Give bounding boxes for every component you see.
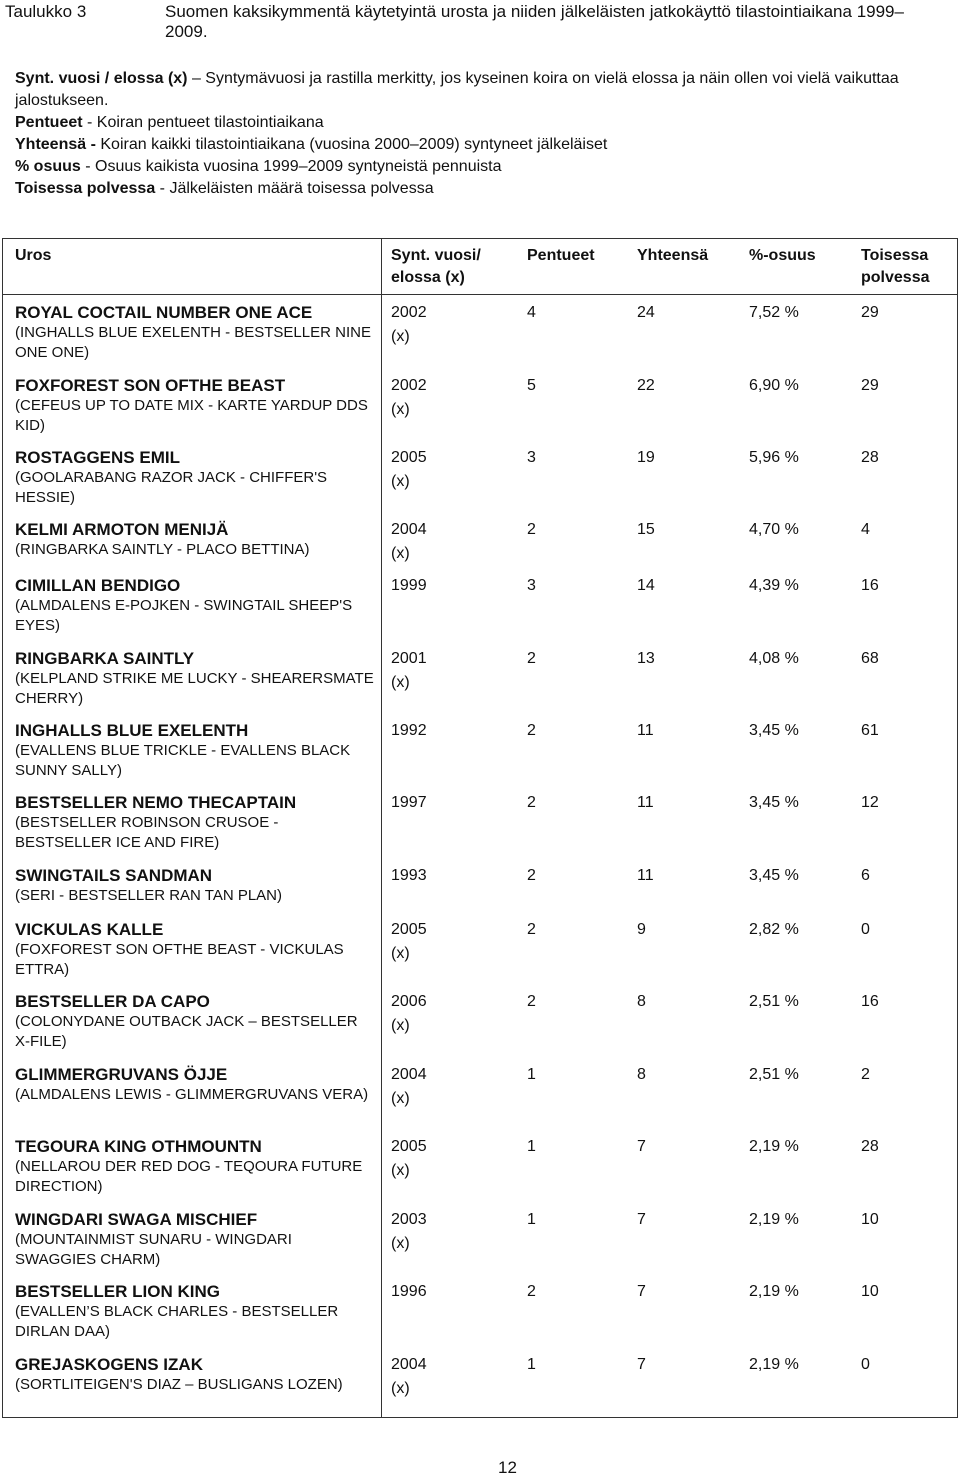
birth-year: 2003 (391, 1211, 427, 1228)
offspring-total: 24 (637, 304, 655, 321)
note-term: Toisessa polvessa (15, 180, 156, 197)
note-text: – Syntymävuosi ja rastilla merkitty, jos kyseinen koira on vielä elossa ja näin ollen voi vielä vaikuttaa jalostukseen. (15, 70, 899, 109)
sire-parents: (ALMDALENS LEWIS - GLIMMERGRUVANS VERA) (15, 1086, 369, 1103)
birth-year: 2002 (391, 377, 427, 394)
note-term: % osuus (15, 158, 81, 175)
birth-year: 1992 (391, 722, 427, 739)
alive-mark: (x) (391, 1235, 410, 1252)
litters-count: 2 (527, 867, 536, 884)
sire-parents: (SORTLITEIGEN'S DIAZ – BUSLIGANS LOZEN) (15, 1376, 343, 1393)
litters-count: 2 (527, 650, 536, 667)
litters-count: 2 (527, 794, 536, 811)
share-percent: 6,90 % (749, 377, 799, 394)
litters-count: 1 (527, 1211, 536, 1228)
second-generation-count: 16 (861, 993, 879, 1010)
share-percent: 2,19 % (749, 1283, 799, 1300)
birth-year: 2004 (391, 1356, 427, 1373)
sire-name: WINGDARI SWAGA MISCHIEF (15, 1210, 258, 1229)
litters-count: 2 (527, 1283, 536, 1300)
second-generation-count: 29 (861, 377, 879, 394)
second-generation-count: 0 (861, 1356, 870, 1373)
alive-mark: (x) (391, 1380, 410, 1397)
sire-parents: (CEFEUS UP TO DATE MIX - KARTE YARDUP DDS KID) (15, 397, 368, 434)
sires-table (2, 238, 958, 1418)
offspring-total: 15 (637, 521, 655, 538)
note-term: Synt. vuosi / elossa (x) (15, 70, 188, 87)
share-percent: 7,52 % (749, 304, 799, 321)
alive-mark: (x) (391, 945, 410, 962)
birth-year: 1996 (391, 1283, 427, 1300)
header-total: Yhteensä (637, 247, 709, 264)
sire-parents: (BESTSELLER ROBINSON CRUSOE - BESTSELLER ICE AND FIRE) (15, 814, 279, 851)
share-percent: 3,45 % (749, 867, 799, 884)
offspring-total: 19 (637, 449, 655, 466)
sire-name: CIMILLAN BENDIGO (15, 576, 181, 595)
sire-parents: (KELPLAND STRIKE ME LUCKY - SHEARERSMATE CHERRY) (15, 670, 374, 707)
litters-count: 2 (527, 722, 536, 739)
offspring-total: 7 (637, 1211, 646, 1228)
offspring-total: 8 (637, 993, 646, 1010)
second-generation-count: 61 (861, 722, 879, 739)
share-percent: 2,51 % (749, 1066, 799, 1083)
second-generation-count: 12 (861, 794, 879, 811)
litters-count: 4 (527, 304, 536, 321)
second-generation-count: 4 (861, 521, 870, 538)
share-percent: 2,82 % (749, 921, 799, 938)
sire-name: SWINGTAILS SANDMAN (15, 866, 213, 885)
alive-mark: (x) (391, 1090, 410, 1107)
sire-parents: (MOUNTAINMIST SUNARU - WINGDARI SWAGGIES CHARM) (15, 1231, 292, 1268)
header-share: %-osuus (749, 247, 816, 264)
sire-name: BESTSELLER NEMO THECAPTAIN (15, 793, 297, 812)
second-generation-count: 6 (861, 867, 870, 884)
sire-name: VICKULAS KALLE (15, 920, 164, 939)
sire-name: TEGOURA KING OTHMOUNTN (15, 1137, 262, 1156)
share-percent: 4,70 % (749, 521, 799, 538)
offspring-total: 14 (637, 577, 655, 594)
share-percent: 2,19 % (749, 1356, 799, 1373)
litters-count: 2 (527, 521, 536, 538)
litters-count: 3 (527, 449, 536, 466)
share-percent: 2,51 % (749, 993, 799, 1010)
note-litters (15, 112, 955, 134)
share-percent: 4,39 % (749, 577, 799, 594)
table-header (3, 239, 957, 294)
birth-year: 2004 (391, 1066, 427, 1083)
header-second-line1: Toisessa (861, 247, 929, 264)
sire-parents: (EVALLENS BLUE TRICKLE - EVALLENS BLACK SUNNY SALLY) (15, 742, 351, 779)
sire-name: GLIMMERGRUVANS ÖJJE (15, 1065, 228, 1084)
page-number: 12 (498, 1458, 517, 1477)
header-second-line2: polvessa (861, 269, 930, 286)
birth-year: 2005 (391, 1138, 427, 1155)
note-total (15, 134, 955, 156)
sire-name: ROSTAGGENS EMIL (15, 448, 180, 467)
litters-count: 1 (527, 1356, 536, 1373)
alive-mark: (x) (391, 1017, 410, 1034)
header-birth-year (391, 245, 481, 289)
second-generation-count: 0 (861, 921, 870, 938)
sire-name: KELMI ARMOTON MENIJÄ (15, 520, 229, 539)
second-generation-count: 10 (861, 1283, 879, 1300)
sire-parents: (COLONYDANE OUTBACK JACK – BESTSELLER X-FILE) (15, 1013, 358, 1050)
sire-parents: (FOXFOREST SON OFTHE BEAST - VICKULAS ETTRA) (15, 941, 344, 978)
sire-parents: (NELLAROU DER RED DOG - TEQOURA FUTURE DIRECTION) (15, 1158, 363, 1195)
sire-name: BESTSELLER DA CAPO (15, 992, 210, 1011)
birth-year: 1997 (391, 794, 427, 811)
sire-parents: (GOOLARABANG RAZOR JACK - CHIFFER'S HESSIE) (15, 469, 328, 506)
birth-year: 1993 (391, 867, 427, 884)
header-birth-year-line2: elossa (x) (391, 269, 465, 286)
note-birth-year (15, 68, 955, 112)
sire-parents: (EVALLEN’S BLACK CHARLES - BESTSELLER DIRLAN DAA) (15, 1303, 339, 1340)
header-separator (3, 294, 957, 295)
header-birth-year-line1: Synt. vuosi/ (391, 247, 481, 264)
offspring-total: 7 (637, 1138, 646, 1155)
sire-name: RINGBARKA SAINTLY (15, 649, 195, 668)
alive-mark: (x) (391, 545, 410, 562)
birth-year: 2001 (391, 650, 427, 667)
birth-year: 1999 (391, 577, 427, 594)
note-text: - Jälkeläisten määrä toisessa polvessa (155, 180, 434, 197)
offspring-total: 7 (637, 1356, 646, 1373)
second-generation-count: 28 (861, 449, 879, 466)
offspring-total: 22 (637, 377, 655, 394)
offspring-total: 11 (637, 867, 654, 884)
table-caption-title: Suomen kaksikymmentä käytetyintä urosta ja niiden jälkeläisten jatkokäyttö tilastointiaikana 1999–2009. (165, 2, 904, 41)
note-text: - Koiran pentueet tilastointiaikana (82, 114, 324, 131)
second-generation-count: 28 (861, 1138, 879, 1155)
birth-year: 2006 (391, 993, 427, 1010)
header-second-generation (861, 245, 929, 289)
note-text: Koiran kaikki tilastointiaikana (vuosina 2000–2009) syntyneet jälkeläiset (95, 136, 608, 153)
sire-name: FOXFOREST SON OFTHE BEAST (15, 376, 286, 395)
litters-count: 5 (527, 377, 536, 394)
sire-name: GREJASKOGENS IZAK (15, 1355, 203, 1374)
share-percent: 2,19 % (749, 1138, 799, 1155)
litters-count: 2 (527, 921, 536, 938)
note-text: - Osuus kaikista vuosina 1999–2009 syntyneistä pennuista (80, 158, 502, 175)
sire-name: BESTSELLER LION KING (15, 1282, 220, 1301)
note-second-generation (15, 178, 955, 200)
sire-name: ROYAL COCTAIL NUMBER ONE ACE (15, 303, 313, 322)
second-generation-count: 29 (861, 304, 879, 321)
share-percent: 4,08 % (749, 650, 799, 667)
note-share (15, 156, 955, 178)
note-term: Yhteensä - (15, 136, 96, 153)
alive-mark: (x) (391, 674, 410, 691)
header-litters: Pentueet (527, 247, 595, 264)
legend-notes (15, 68, 955, 200)
share-percent: 5,96 % (749, 449, 799, 466)
offspring-total: 8 (637, 1066, 646, 1083)
sire-parents: (ALMDALENS E-POJKEN - SWINGTAIL SHEEP'S EYES) (15, 597, 353, 634)
birth-year: 2005 (391, 921, 427, 938)
share-percent: 3,45 % (749, 722, 799, 739)
litters-count: 3 (527, 577, 536, 594)
litters-count: 1 (527, 1066, 536, 1083)
second-generation-count: 68 (861, 650, 879, 667)
litters-count: 2 (527, 993, 536, 1010)
alive-mark: (x) (391, 328, 410, 345)
sire-parents: (RINGBARKA SAINTLY - PLACO BETTINA) (15, 541, 310, 558)
table-caption-label: Taulukko 3 (5, 2, 87, 21)
litters-count: 1 (527, 1138, 536, 1155)
share-percent: 2,19 % (749, 1211, 799, 1228)
birth-year: 2002 (391, 304, 427, 321)
column-divider (381, 239, 382, 1417)
offspring-total: 9 (637, 921, 646, 938)
second-generation-count: 2 (861, 1066, 870, 1083)
offspring-total: 11 (637, 722, 654, 739)
note-term: Pentueet (15, 114, 83, 131)
sire-name: INGHALLS BLUE EXELENTH (15, 721, 249, 740)
birth-year: 2004 (391, 521, 427, 538)
sire-parents: (INGHALLS BLUE EXELENTH - BESTSELLER NINE ONE ONE) (15, 324, 371, 361)
offspring-total: 13 (637, 650, 655, 667)
alive-mark: (x) (391, 401, 410, 418)
second-generation-count: 16 (861, 577, 879, 594)
second-generation-count: 10 (861, 1211, 879, 1228)
share-percent: 3,45 % (749, 794, 799, 811)
alive-mark: (x) (391, 473, 410, 490)
alive-mark: (x) (391, 1162, 410, 1179)
offspring-total: 11 (637, 794, 654, 811)
offspring-total: 7 (637, 1283, 646, 1300)
header-sire: Uros (15, 247, 52, 264)
sire-parents: (SERI - BESTSELLER RAN TAN PLAN) (15, 887, 283, 904)
birth-year: 2005 (391, 449, 427, 466)
